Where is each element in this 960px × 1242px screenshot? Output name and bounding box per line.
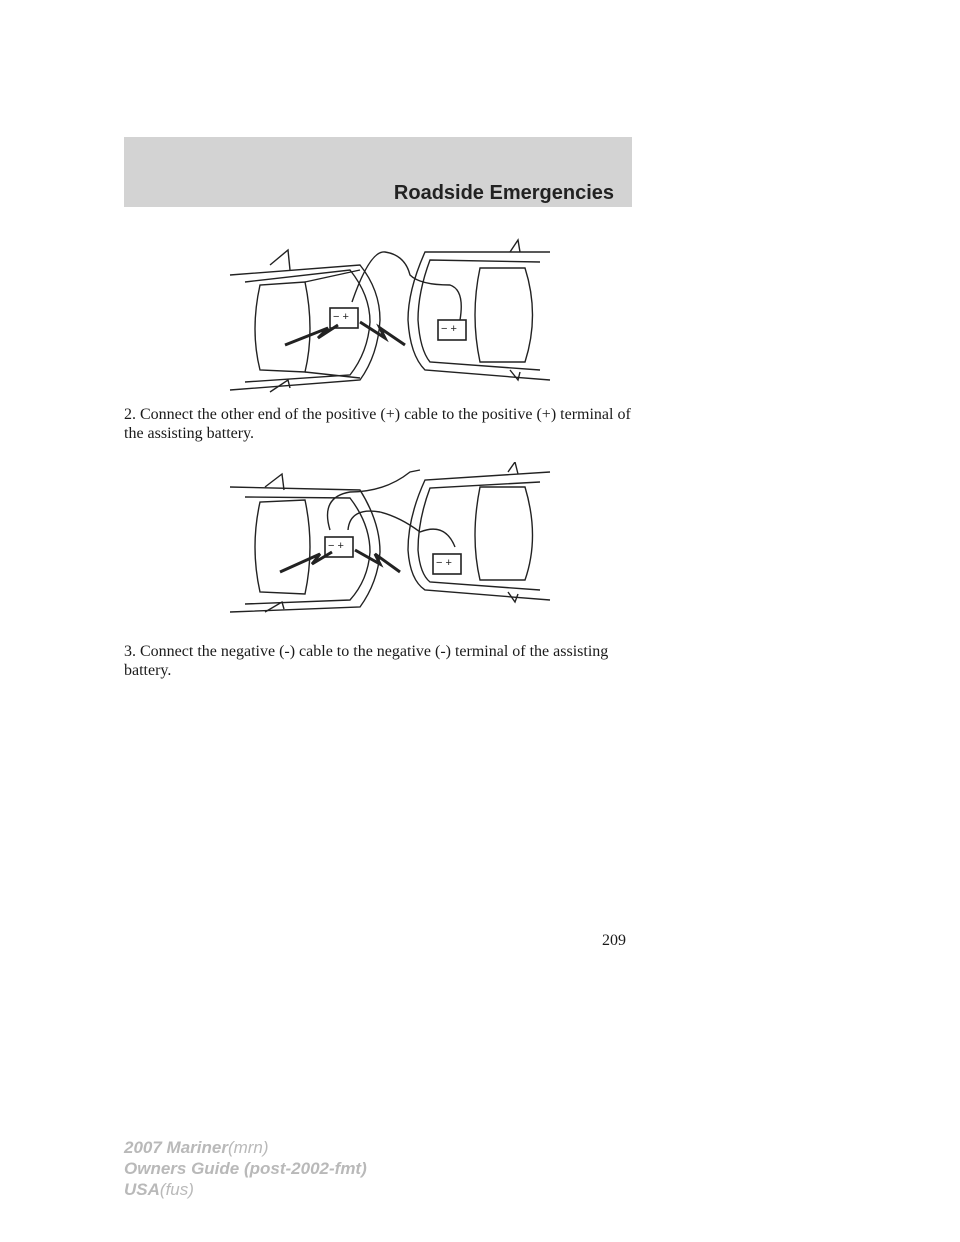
footer-line-2 (124, 1158, 367, 1179)
battery-terminal-label: − + (441, 323, 457, 335)
page-number: 209 (602, 932, 626, 949)
footer-line-3 (124, 1179, 367, 1200)
instruction-step-3: 3. Connect the negative (-) cable to the negative (-) terminal of the assisting battery. (124, 643, 609, 679)
jump-start-illustration-1 (220, 230, 560, 395)
footer-market-code: (fus) (159, 1180, 194, 1199)
footer-model-code: (mrn) (227, 1138, 269, 1157)
document-footer (124, 1137, 367, 1200)
section-header-band (124, 137, 632, 207)
battery-terminal-label: − + (328, 540, 344, 552)
footer-line-1 (124, 1137, 367, 1158)
section-title: Roadside Emergencies (393, 182, 614, 204)
instruction-step-2: 2. Connect the other end of the positive (+) cable to the positive (+) terminal of the assisting battery. (124, 406, 631, 442)
footer-model: 2007 Mariner (124, 1138, 228, 1157)
battery-terminal-label: − + (436, 557, 452, 569)
footer-market: USA (124, 1180, 160, 1199)
footer-guide-title: Owners Guide (post-2002-fmt) (124, 1159, 367, 1178)
jump-start-illustration-2 (220, 462, 560, 617)
battery-terminal-label: − + (333, 311, 349, 323)
